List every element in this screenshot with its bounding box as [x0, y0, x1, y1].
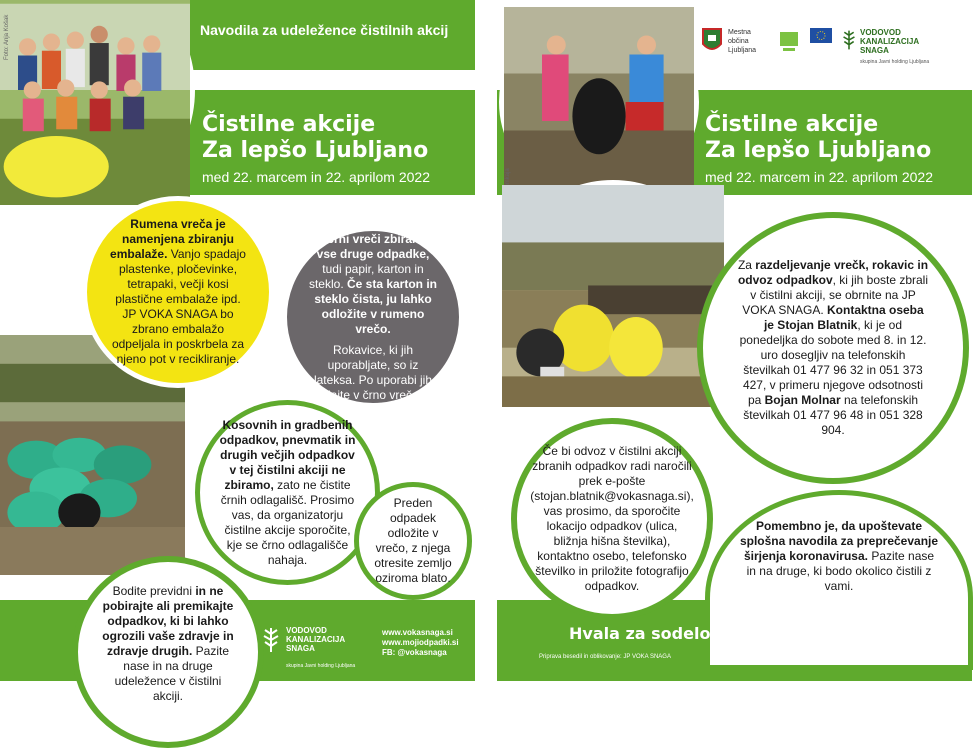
- black-bag-heading-2: Če sta karton in steklo čista, ju lahko odložite v rumeno vrečo.: [314, 276, 438, 336]
- title-block: [202, 112, 430, 185]
- yellow-bag-bubble: [82, 196, 274, 388]
- drop-leaf-icon: [262, 626, 280, 654]
- subtitle: med 22. marcem in 22. aprilom 2022: [202, 169, 430, 185]
- link-facebook[interactable]: FB: @vokasnaga: [382, 648, 447, 657]
- bulky-waste-text: zato ne čistite črnih odlagališč. Prosimo vas, da organizatorju čistilne akcije sporočite, kje se črno odlagališče nahaja.: [220, 477, 355, 567]
- photos-credit: Fotografije: Ekologi brez meja in JP VOKA SNAGA: [755, 654, 890, 660]
- link-vokasnaga[interactable]: www.vokasnaga.si: [382, 628, 453, 637]
- mol-name: Mestna občina Ljubljana: [728, 29, 757, 54]
- contact-person: Kontaktna oseba je Stojan Blatnik: [763, 303, 924, 332]
- email-order-text: Če bi odvoz v čistilni akciji zbranih odpadkov radi naročili prek e-pošte (stojan.blatnik@vokasnaga.si), vas prosimo, da sporočite lokacijo odpadkov (ulica, bližnja hišna številka), kontaktno osebo, telefonsko številko in priložite fotografijo odpadkov.: [530, 444, 694, 593]
- photo-credit: Foto: Anja Košak: [4, 14, 10, 60]
- logo-name-1: VODOVOD: [860, 28, 901, 37]
- title-line-2: Za lepšo Ljubljano: [705, 138, 932, 163]
- black-bag-heading: V črni vreči zbiramo vse druge odpadke,: [315, 231, 431, 261]
- bulky-waste-heading: Kosovnih in gradbenih odpadkov, pnevmatik in drugih večjih odpadkov v tej čistilni akciji ne zbiramo,: [219, 417, 356, 492]
- contact-heading: razdeljevanje vrečk, rokavic in odvoz odpadkov: [737, 258, 929, 287]
- logo-name-3: SNAGA: [860, 46, 889, 55]
- title-block: [705, 112, 933, 185]
- yellow-bag-heading: Rumena vreča je namenjena zbiranju embalaže.: [110, 217, 235, 261]
- logo-name-1: VODOVOD: [286, 626, 327, 635]
- photo-collected-bags: [497, 180, 729, 412]
- shake-soil-text: Preden odpadek odložite v vrečo, z njega otresite zemljo oziroma blato.: [374, 496, 452, 585]
- contact-substitute: Bojan Molnar: [764, 393, 841, 407]
- eu-flag-icon: [810, 28, 832, 43]
- logo-name-2: KANALIZACIJA: [860, 37, 920, 46]
- contact-text-1: Za: [737, 258, 756, 272]
- yellow-bag-text: Vanjo spadajo plastenke, pločevinke, tetrapaki, večji kosi plastične embalaže ipd. JP VOKA SNAGA bo zbrano embalažo odpeljala in poskrbela za njeno pot v recikliranje.: [111, 247, 246, 366]
- link-mojiodpadki[interactable]: www.mojiodpadki.si: [382, 638, 459, 647]
- photo-children: [0, 0, 195, 210]
- be-careful-text-2: Pazite nase in na druge udeležence v čistilni akciji.: [114, 644, 230, 703]
- title-line-2: Za lepšo Ljubljano: [202, 138, 429, 163]
- bulky-waste-bubble: [195, 400, 380, 585]
- photo-volunteers: [499, 2, 699, 202]
- thanks-text: Hvala za sodelovanje v čistilni akciji.: [569, 624, 900, 643]
- logo-sub: skupina Javni holding Ljubljana: [286, 663, 356, 669]
- contact-text-3: , ki je od ponedeljka do sobote med 8. in 12. uro dosegljiv na telefonskih številkah 01 477 96 32 in 051 373 427, v primeru njegove odsotnosti pa: [739, 318, 927, 407]
- black-bag-text-1: tudi papir, karton in steklo.: [308, 261, 424, 291]
- header-text: Navodila za udeležence čistilnih akcij: [200, 22, 449, 38]
- title-line-1: Čistilne akcije: [705, 112, 879, 137]
- voka-snaga-logo: [842, 28, 929, 65]
- logo-sub: skupina Javni holding Ljubljana: [860, 59, 930, 65]
- left-page: [0, 0, 475, 703]
- voka-snaga-logo: [262, 626, 355, 669]
- contact-text-2: , ki jih boste zbrali v čistilni akciji, se obrnite na JP VOKA SNAGA.: [742, 273, 929, 317]
- be-careful-text-1: Bodite previdni: [112, 584, 196, 598]
- subtitle: med 22. marcem in 22. aprilom 2022: [705, 169, 933, 185]
- design-credit: Priprava besedil in oblikovanje: JP VOKA SNAGA: [539, 654, 671, 660]
- ljubljana-crest-icon: [702, 28, 722, 54]
- shake-soil-bubble: [354, 482, 472, 600]
- email-order-bubble: [511, 418, 713, 620]
- black-bag-text-2: Rokavice, ki jih uporabljate, so iz lateksa. Po uporabi jih dajte v črno vrečo.: [313, 342, 433, 402]
- drop-leaf-icon: [842, 28, 856, 52]
- covid-bubble: [705, 490, 973, 670]
- black-bag-bubble: [282, 226, 464, 408]
- logo-name-2: KANALIZACIJA: [286, 635, 346, 644]
- green-capital-icon: [778, 28, 800, 54]
- logo-name-3: SNAGA: [286, 644, 315, 653]
- partner-logos: [702, 28, 929, 65]
- title-line-1: Čistilne akcije: [202, 112, 376, 137]
- covid-text: Pazite nase in na druge, ki bodo okolico čistili z vami.: [746, 549, 935, 593]
- covid-heading: Pomembno je, da upoštevate splošna navodila za preprečevanje širjenja koronavirusa.: [739, 519, 939, 563]
- be-careful-heading: in ne pobirajte ali premikajte odpadkov, ki bi lahko ogrozili vaše zdravje in zdravje drugih.: [102, 584, 234, 658]
- contact-text-4: na telefonskih številkah 01 477 96 48 in 051 328 904.: [743, 393, 923, 437]
- right-page: [497, 0, 972, 681]
- be-careful-bubble: [72, 556, 264, 748]
- footer-links: [382, 628, 459, 658]
- contact-bubble: [697, 212, 969, 484]
